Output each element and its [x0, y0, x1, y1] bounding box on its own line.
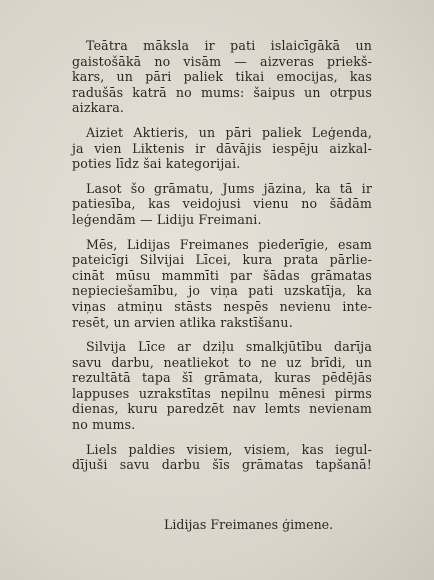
text-line: nepieciešamību, jo viņa pati uzskatīja, ka: [72, 283, 372, 299]
signature: Lidijas Freimanes ģimene.: [164, 517, 334, 532]
text-line: Mēs, Lidijas Freimanes piederīgie, esam: [86, 236, 372, 252]
text-line: dienas, kuru paredzēt nav lemts nevienam: [72, 401, 372, 417]
text-line: Lasot šo grāmatu, Jums jāzina, ka tā ir: [86, 180, 372, 196]
paragraph-4: [72, 237, 372, 331]
text-line: cināt mūsu mammīti par šādas grāmatas: [72, 267, 372, 283]
paragraph-2: [72, 125, 372, 172]
text-line: aizkara.: [72, 100, 125, 116]
text-line: viņas atmiņu stāsts nespēs nevienu inte-: [72, 298, 372, 314]
text-line: Silvija Līce ar dziļu smalkjūtību darīja: [86, 339, 372, 355]
text-line: dījuši savu darbu šīs grāmatas tapšanā!: [72, 457, 372, 473]
text-line: Aiziet Aktieris, un pāri paliek Leģenda,: [86, 124, 372, 140]
text-line: leģendām — Lidiju Freimani.: [72, 211, 262, 227]
text-line: ja vien Liktenis ir dāvājis iespēju aizkal-: [72, 140, 372, 156]
text-line: rezultātā tapa šī grāmata, kuras pēdējās: [72, 370, 372, 386]
text-line: savu darbu, neatliekot to ne uz brīdi, un: [72, 354, 372, 370]
text-line: Liels paldies visiem, visiem, kas iegul-: [86, 441, 372, 457]
text-line: no mums.: [72, 417, 136, 433]
text-line: kars, un pāri paliek tikai emocijas, kas: [72, 69, 372, 85]
text-line: resēt, un arvien atlika rakstīšanu.: [72, 314, 293, 330]
text-line: radušās katrā no mums: šaipus un otrpus: [72, 84, 372, 100]
paragraph-3: [72, 181, 372, 228]
text-line: poties līdz šai kategorijai.: [72, 156, 241, 172]
text-line: pateicīgi Silvijai Līcei, kura prata pārlie-: [72, 252, 372, 268]
text-line: gaistošākā no visām — aizveras priekš-: [72, 53, 372, 69]
paragraph-6: [72, 442, 372, 473]
text-line: lappuses uzrakstītas nepilnu mēnesi pirms: [72, 385, 372, 401]
text-line: patiesība, kas veidojusi vienu no šādām: [72, 196, 372, 212]
text-line: Teātra māksla ir pati islaicīgākā un: [86, 38, 372, 53]
body-text: [72, 38, 372, 482]
paragraph-5: [72, 339, 372, 433]
paragraph-1: [72, 38, 372, 116]
